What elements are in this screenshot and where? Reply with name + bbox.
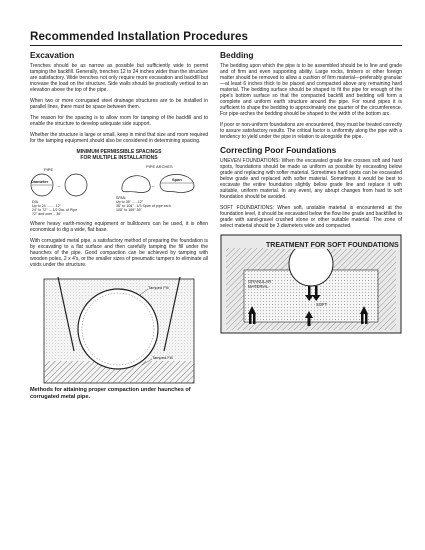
bedding-paragraph-1: The bedding upon which the pipe is to be assembled should be to line and grade and of firm and even supporting ability. Large rocks, timbers or other foreign matter should be removed to allow a cushion of firm material—preferably granular—at least 6 inches thick to be placed and compacted above any remaining hard material. The bedding surface should be shaped to fit the pipe for enough of the pipe's bottom surface so that the compacted backfill and bedding will form a complete and uniform earth structure around the pipe. For round pipes it is sufficient to shape the bedding to approximately one quarter of the circumference. For pipe-arches the bedding should be shaped to the width of the bottom arc.	[220, 63, 402, 117]
left-column	[30, 50, 208, 400]
span-table-row-3: 108" to 189" 36"	[116, 208, 142, 212]
excavation-paragraph-4: Whether the structure is large or small, keep in mind that size and room required for the tamping equipment should also be considered in determining spacing.	[30, 132, 208, 144]
excavation-paragraph-5: Where heavy earth-moving equipment or bulldozers can be used, it is often economical to dig a wide, flat base.	[30, 221, 208, 233]
bedding-paragraph-2: If poor or non-uniform foundations are encountered, they must be treated correctly to assure satisfactory results. The critical factor is uniformity along the pipe with a tendency to yield under the pipe in relation to alongside the pipe.	[220, 122, 402, 140]
tamped-fill-label-top: Tamped Fill	[148, 285, 169, 290]
right-column	[220, 50, 402, 334]
excavation-paragraph-2: When two or more corrugated steel drainage structures are to be installed in parallel lines, there must be space between them.	[30, 98, 208, 110]
soft-foundation-figure	[220, 234, 402, 334]
corrugated-pipe	[78, 289, 158, 369]
excavation-heading: Excavation	[30, 50, 75, 60]
soft-label: SOFT	[316, 302, 328, 307]
dia-table-row-1: Up to 24 ........ 12"	[32, 204, 61, 208]
spacing-diagram	[30, 163, 208, 217]
spacing-marker-arch: ↔	[151, 183, 155, 188]
spacing-marker-pipe: ↔	[57, 183, 61, 188]
bedding-heading: Bedding	[220, 50, 254, 60]
granular-label-2: MATERIAL	[248, 284, 269, 289]
uneven-foundations-paragraph: UNEVEN FOUNDATIONS: When the excavated grade line crosses soft and hard spots, foundations should be made as uniform as possible by excavating below grade and replacing with softer material. Sometimes hard spots can be excavated below grade and replaced with softer material. Sometimes it would be best to excavate the entire foundation slightly below grade line and replace it with suitable, uniform material. In any event, any abrupt changes from hard to soft foundation should be avoided.	[220, 158, 402, 200]
span-table-head: SPAN	[116, 196, 126, 200]
poor-foundations-heading: Correcting Poor Foundations	[220, 145, 337, 155]
granular-label-1: GRANULAR	[248, 279, 272, 284]
pipe-arch-1	[122, 176, 150, 193]
compaction-figure	[30, 273, 206, 385]
compaction-caption: Methods for attaining proper compaction under haunches of corrugated metal pipe.	[30, 387, 191, 400]
page-title: Recommended Installation Procedures	[30, 30, 402, 46]
span-label: Span	[172, 177, 182, 182]
excavation-paragraph-6: With corrugated metal pipe, a satisfactory method of preparing the foundation is by excavating to a flat surface and then carefully tamping the fill under the haunches of the pipe. Good compaction can be achieved by tamping with wooden poles, 2 x 4's, or the smaller sizes of pneumatic tampers to eliminate all voids under the structure.	[30, 238, 208, 268]
spacings-title	[30, 149, 208, 161]
round-pipe-2	[65, 174, 87, 196]
span-table-row-2: 36" to 108" ..1/3 Span of pipe arch	[116, 204, 171, 208]
spacings-title-line-1: MINIMUM PERMISSIBLE SPACINGS	[76, 149, 162, 155]
dia-table-row-2: 24" to 72" ....1/2 Dia. of Pipe	[32, 208, 78, 212]
span-table-row-1: Up to 36" ......12"	[116, 200, 144, 204]
excavation-paragraph-1: Trenches should be as narrow as possible but sufficiently wide to permit tamping the backfill. Generally, trenches 12 to 24 inches wider than the structure are satisfactory. Wide trenches not only require more excavation and backfill but increase the load on the structure. Side walls should be practically vertical to an elevation above the top of the pipe.	[30, 63, 208, 93]
tamped-fill-label-bottom: Tamped Fill	[152, 355, 173, 360]
excavation-paragraph-3: The reason for the spacing is to allow room for tamping of the backfill and to enable the structure to develop adequate side support.	[30, 115, 208, 127]
dia-table-row-3: 72" and over .. 36"	[32, 212, 62, 216]
diameter-label: Diameter	[31, 179, 49, 184]
pipe-arches-label: PIPE ARCHES	[146, 164, 173, 169]
pipe-label: PIPE	[44, 167, 54, 172]
spacings-title-line-2: FOR MULTIPLE INSTALLATIONS	[80, 155, 158, 161]
dia-table-head: DIA.	[32, 200, 39, 204]
soft-foundations-paragraph: SOFT FOUNDATIONS: When soft, unstable material is encountered at the foundation level, it should be excavated below the flow line grade and backfilled to grade with sand-gravel crushed stone or other suitable material. The zone of select material should be 3 diameters wide and compacted.	[220, 205, 402, 229]
treatment-title: TREATMENT FOR SOFT FOUNDATIONS	[266, 242, 399, 249]
